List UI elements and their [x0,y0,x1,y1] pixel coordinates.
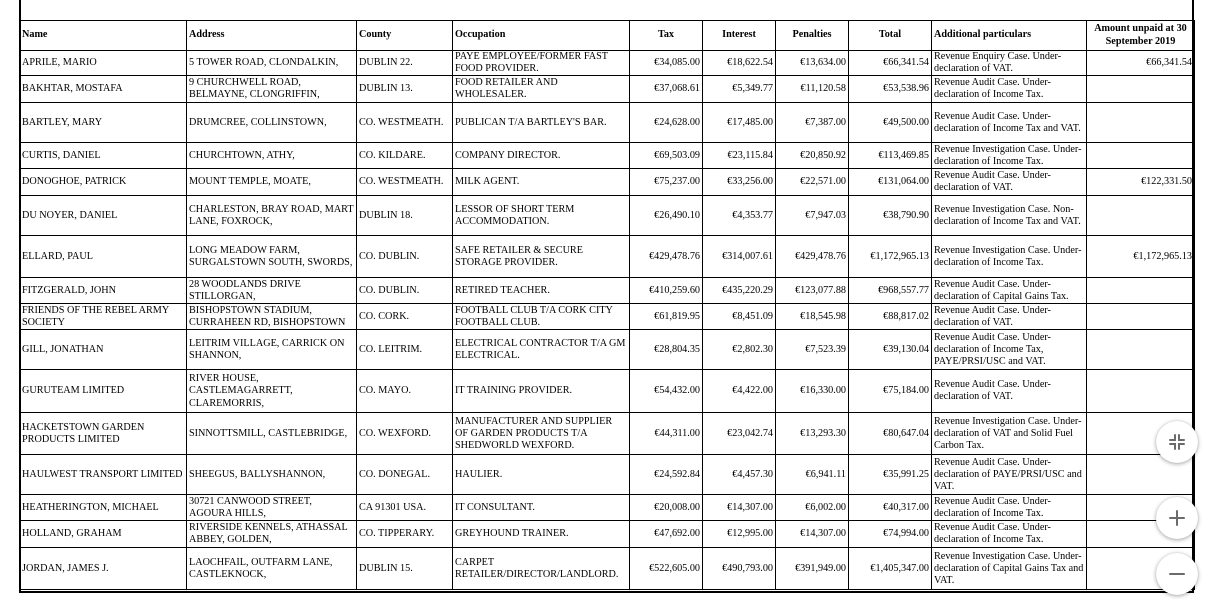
cell-amount-unpaid [1087,143,1195,169]
cell-occupation: GREYHOUND TRAINER. [453,521,630,548]
cell-name: HACKETSTOWN GARDEN PRODUCTS LIMITED [20,413,187,455]
cell-interest: €18,622.54 [703,51,776,76]
cell-total: €35,991.25 [849,455,932,495]
cell-total: €49,500.00 [849,103,932,143]
cell-additional-particulars: Revenue Audit Case. Under-declaration of Income Tax, PAYE/PRSI/USC and VAT. [932,330,1087,370]
cell-additional-particulars: Revenue Audit Case. Under-declaration of Income Tax. [932,521,1087,548]
cell-county: CO. WESTMEATH. [357,103,453,143]
cell-address: 28 WOODLANDS DRIVE STILLORGAN, [187,278,357,304]
cell-occupation: ELECTRICAL CONTRACTOR T/A GM ELECTRICAL. [453,330,630,370]
header-additional-particulars: Additional particulars [932,21,1087,51]
cell-occupation: RETIRED TEACHER. [453,278,630,304]
cell-occupation: SAFE RETAILER & SECURE STORAGE PROVIDER. [453,236,630,278]
cell-interest: €4,353.77 [703,196,776,236]
table-row [20,169,1195,196]
cell-occupation: FOOTBALL CLUB T/A CORK CITY FOOTBALL CLUB. [453,304,630,330]
cell-tax: €44,311.00 [630,413,703,455]
cell-name: JORDAN, JAMES J. [20,548,187,590]
cell-penalties: €7,947.03 [776,196,849,236]
cell-amount-unpaid: €66,341.54 [1087,51,1195,76]
table-row [20,455,1195,495]
cell-total: €74,994.00 [849,521,932,548]
cell-county: DUBLIN 13. [357,76,453,103]
cell-tax: €75,237.00 [630,169,703,196]
cell-penalties: €391,949.00 [776,548,849,590]
cell-additional-particulars: Revenue Investigation Case. Non-declaration of Income Tax and VAT. [932,196,1087,236]
cell-interest: €17,485.00 [703,103,776,143]
cell-tax: €61,819.95 [630,304,703,330]
cell-total: €88,817.02 [849,304,932,330]
cell-interest: €314,007.61 [703,236,776,278]
cell-address: 30721 CANWOOD STREET, AGOURA HILLS, [187,495,357,521]
cell-tax: €24,628.00 [630,103,703,143]
header-total: Total [849,21,932,51]
collapse-arrows-icon [1168,433,1186,451]
cell-additional-particulars: Revenue Audit Case. Under-declaration of Income Tax. [932,495,1087,521]
cell-county: CO. WESTMEATH. [357,169,453,196]
header-tax: Tax [630,21,703,51]
cell-additional-particulars: Revenue Audit Case. Under-declaration of Income Tax and VAT. [932,103,1087,143]
cell-name: ELLARD, PAUL [20,236,187,278]
cell-penalties: €6,002.00 [776,495,849,521]
cell-tax: €26,490.10 [630,196,703,236]
cell-total: €131,064.00 [849,169,932,196]
cell-amount-unpaid [1087,196,1195,236]
header-occupation: Occupation [453,21,630,51]
cell-additional-particulars: Revenue Investigation Case. Under-declaration of VAT and Solid Fuel Carbon Tax. [932,413,1087,455]
header-interest: Interest [703,21,776,51]
cell-total: €1,172,965.13 [849,236,932,278]
cell-address: LONG MEADOW FARM, SURGALSTOWN SOUTH, SWORDS, [187,236,357,278]
cell-amount-unpaid [1087,304,1195,330]
cell-tax: €54,432.00 [630,370,703,413]
table-row [20,51,1195,76]
table-row [20,236,1195,278]
cell-tax: €69,503.09 [630,143,703,169]
cell-address: SHEEGUS, BALLYSHANNON, [187,455,357,495]
cell-tax: €522,605.00 [630,548,703,590]
header-penalties: Penalties [776,21,849,51]
cell-name: BARTLEY, MARY [20,103,187,143]
table-row [20,143,1195,169]
cell-address: RIVERSIDE KENNELS, ATHASSAL ABBEY, GOLDEN, [187,521,357,548]
cell-additional-particulars: Revenue Audit Case. Under-declaration of VAT. [932,370,1087,413]
cell-penalties: €16,330.00 [776,370,849,413]
header-address: Address [187,21,357,51]
cell-penalties: €7,523.39 [776,330,849,370]
cell-additional-particulars: Revenue Enquiry Case. Under-declaration of VAT. [932,51,1087,76]
cell-county: DUBLIN 18. [357,196,453,236]
cell-occupation: PUBLICAN T/A BARTLEY'S BAR. [453,103,630,143]
cell-interest: €12,995.00 [703,521,776,548]
cell-county: DUBLIN 15. [357,548,453,590]
cell-name: DU NOYER, DANIEL [20,196,187,236]
plus-icon [1168,509,1186,527]
zoom-out-button[interactable] [1156,553,1198,595]
table-row [20,521,1195,548]
cell-interest: €435,220.29 [703,278,776,304]
cell-additional-particulars: Revenue Investigation Case. Under-declaration of Income Tax. [932,236,1087,278]
table-row [20,495,1195,521]
cell-occupation: LESSOR OF SHORT TERM ACCOMMODATION. [453,196,630,236]
table-row [20,76,1195,103]
cell-interest: €23,115.84 [703,143,776,169]
cell-county: CO. TIPPERARY. [357,521,453,548]
cell-name: FRIENDS OF THE REBEL ARMY SOCIETY [20,304,187,330]
header-amount-unpaid: Amount unpaid at 30 September 2019 [1087,21,1195,51]
cell-name: HAULWEST TRANSPORT LIMITED [20,455,187,495]
cell-penalties: €123,077.88 [776,278,849,304]
cell-county: CO. DUBLIN. [357,236,453,278]
cell-interest: €490,793.00 [703,548,776,590]
cell-address: SINNOTTSMILL, CASTLEBRIDGE, [187,413,357,455]
cell-name: HEATHERINGTON, MICHAEL [20,495,187,521]
cell-interest: €5,349.77 [703,76,776,103]
cell-amount-unpaid [1087,278,1195,304]
cell-name: HOLLAND, GRAHAM [20,521,187,548]
cell-county: DUBLIN 22. [357,51,453,76]
minus-icon [1168,565,1186,583]
cell-interest: €2,802.30 [703,330,776,370]
cell-name: APRILE, MARIO [20,51,187,76]
cell-address: CHARLESTON, BRAY ROAD, MART LANE, FOXROCK, [187,196,357,236]
cell-interest: €14,307.00 [703,495,776,521]
cell-penalties: €13,293.30 [776,413,849,455]
cell-additional-particulars: Revenue Audit Case. Under-declaration of VAT. [932,304,1087,330]
cell-address: LEITRIM VILLAGE, CARRICK ON SHANNON, [187,330,357,370]
cell-occupation: PAYE EMPLOYEE/FORMER FAST FOOD PROVIDER. [453,51,630,76]
table-row [20,278,1195,304]
cell-total: €66,341.54 [849,51,932,76]
cell-name: BAKHTAR, MOSTAFA [20,76,187,103]
cell-county: CO. DUBLIN. [357,278,453,304]
cell-address: 9 CHURCHWELL ROAD, BELMAYNE, CLONGRIFFIN, [187,76,357,103]
cell-county: CO. WEXFORD. [357,413,453,455]
cell-penalties: €7,387.00 [776,103,849,143]
cell-amount-unpaid [1087,330,1195,370]
cell-total: €113,469.85 [849,143,932,169]
cell-penalties: €6,941.11 [776,455,849,495]
cell-interest: €33,256.00 [703,169,776,196]
cell-amount-unpaid [1087,76,1195,103]
cell-penalties: €14,307.00 [776,521,849,548]
cell-total: €968,557.77 [849,278,932,304]
cell-additional-particulars: Revenue Investigation Case. Under-declaration of Income Tax. [932,143,1087,169]
table-row [20,196,1195,236]
cell-additional-particulars: Revenue Audit Case. Under-declaration of Income Tax. [932,76,1087,103]
cell-name: CURTIS, DANIEL [20,143,187,169]
cell-total: €38,790.90 [849,196,932,236]
exit-fullscreen-button[interactable] [1156,421,1198,463]
table-row [20,370,1195,413]
cell-county: CO. KILDARE. [357,143,453,169]
cell-county: CO. DONEGAL. [357,455,453,495]
cell-address: BISHOPSTOWN STADIUM, CURRAHEEN RD, BISHOPSTOWN [187,304,357,330]
cell-county: CO. MAYO. [357,370,453,413]
cell-occupation: HAULIER. [453,455,630,495]
cell-total: €40,317.00 [849,495,932,521]
cell-tax: €47,692.00 [630,521,703,548]
cell-tax: €24,592.84 [630,455,703,495]
cell-tax: €410,259.60 [630,278,703,304]
cell-tax: €28,804.35 [630,330,703,370]
cell-interest: €4,457.30 [703,455,776,495]
cell-occupation: FOOD RETAILER AND WHOLESALER. [453,76,630,103]
cell-occupation: COMPANY DIRECTOR. [453,143,630,169]
cell-occupation: MANUFACTURER AND SUPPLIER OF GARDEN PRODUCTS T/A SHEDWORLD WEXFORD. [453,413,630,455]
header-row [20,21,1195,51]
cell-tax: €34,085.00 [630,51,703,76]
cell-name: GURUTEAM LIMITED [20,370,187,413]
zoom-in-button[interactable] [1156,497,1198,539]
cell-additional-particulars: Revenue Audit Case. Under-declaration of Capital Gains Tax. [932,278,1087,304]
cell-county: CO. LEITRIM. [357,330,453,370]
cell-address: CHURCHTOWN, ATHY, [187,143,357,169]
table-row [20,304,1195,330]
cell-amount-unpaid [1087,370,1195,413]
cell-total: €1,405,347.00 [849,548,932,590]
cell-address: 5 TOWER ROAD, CLONDALKIN, [187,51,357,76]
cell-occupation: MILK AGENT. [453,169,630,196]
cell-name: GILL, JONATHAN [20,330,187,370]
cell-amount-unpaid: €122,331.50 [1087,169,1195,196]
cell-total: €75,184.00 [849,370,932,413]
cell-tax: €20,008.00 [630,495,703,521]
cell-total: €39,130.04 [849,330,932,370]
cell-county: CO. CORK. [357,304,453,330]
cell-penalties: €13,634.00 [776,51,849,76]
cell-interest: €8,451.09 [703,304,776,330]
cell-name: DONOGHOE, PATRICK [20,169,187,196]
cell-occupation: CARPET RETAILER/DIRECTOR/LANDLORD. [453,548,630,590]
cell-interest: €23,042.74 [703,413,776,455]
header-name: Name [20,21,187,51]
cell-additional-particulars: Revenue Audit Case. Under-declaration of VAT. [932,169,1087,196]
cell-tax: €37,068.61 [630,76,703,103]
cell-address: LAOCHFAIL, OUTFARM LANE, CASTLEKNOCK, [187,548,357,590]
cell-address: RIVER HOUSE, CASTLEMAGARRETT, CLAREMORRIS, [187,370,357,413]
cell-address: DRUMCREE, COLLINSTOWN, [187,103,357,143]
cell-total: €80,647.04 [849,413,932,455]
table-row [20,330,1195,370]
cell-address: MOUNT TEMPLE, MOATE, [187,169,357,196]
cell-county: CA 91301 USA. [357,495,453,521]
cell-amount-unpaid [1087,103,1195,143]
tax-defaulters-table [19,20,1195,590]
cell-tax: €429,478.76 [630,236,703,278]
cell-additional-particulars: Revenue Audit Case. Under-declaration of PAYE/PRSI/USC and VAT. [932,455,1087,495]
cell-occupation: IT TRAINING PROVIDER. [453,370,630,413]
table-row [20,548,1195,590]
table-row [20,413,1195,455]
cell-penalties: €429,478.76 [776,236,849,278]
cell-penalties: €18,545.98 [776,304,849,330]
cell-total: €53,538.96 [849,76,932,103]
cell-name: FITZGERALD, JOHN [20,278,187,304]
table-row [20,103,1195,143]
cell-interest: €4,422.00 [703,370,776,413]
cell-amount-unpaid: €1,172,965.13 [1087,236,1195,278]
cell-penalties: €22,571.00 [776,169,849,196]
cell-additional-particulars: Revenue Investigation Case. Under-declaration of Capital Gains Tax and VAT. [932,548,1087,590]
cell-penalties: €11,120.58 [776,76,849,103]
header-county: County [357,21,453,51]
cell-penalties: €20,850.92 [776,143,849,169]
cell-occupation: IT CONSULTANT. [453,495,630,521]
